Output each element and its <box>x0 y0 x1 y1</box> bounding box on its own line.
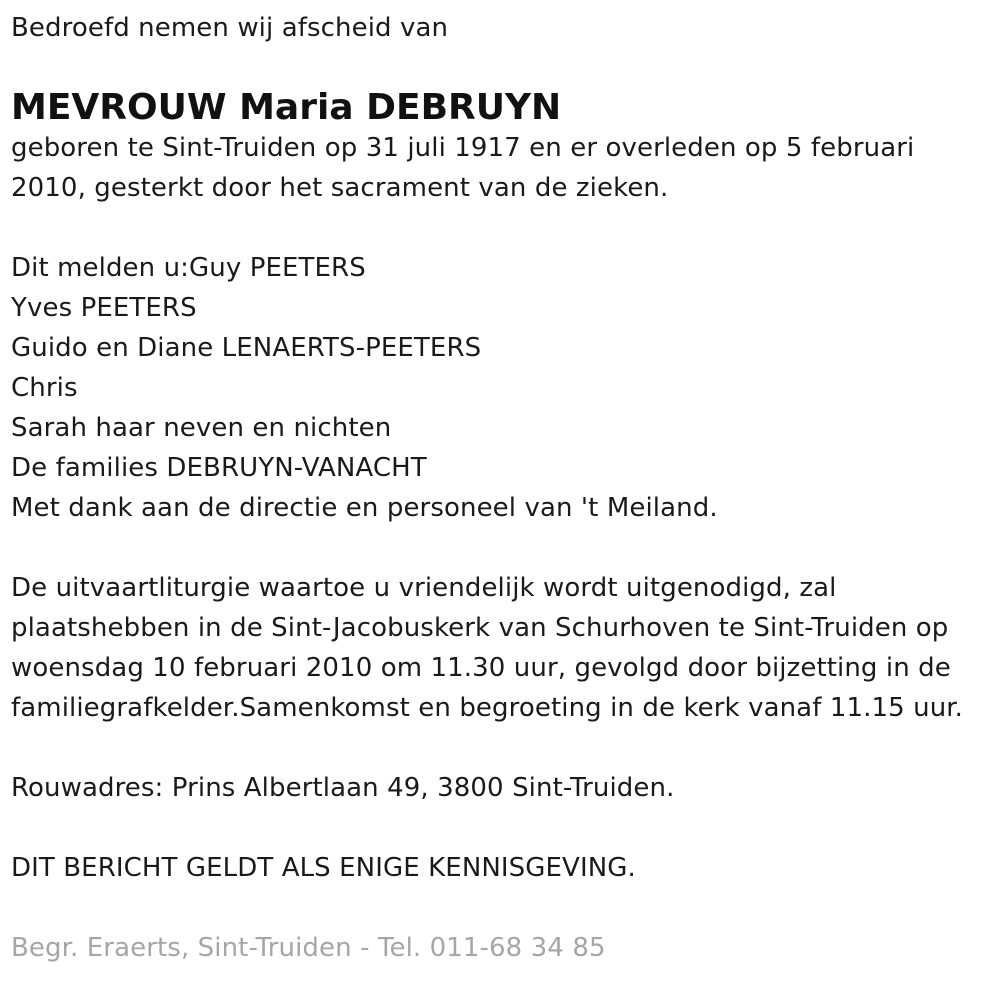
birth-line-1: geboren te Sint-Truiden op 31 juli 1917 en er overleden op 5 februari <box>11 133 915 163</box>
birth-line-2: 2010, gesterkt door het sacrament van de zieken. <box>11 173 669 203</box>
family-line: Yves PEETERS <box>11 293 197 323</box>
family-line: De families DEBRUYN-VANACHT <box>11 453 427 483</box>
obituary-notice <box>11 8 991 968</box>
spacer <box>11 48 991 80</box>
funeral-line: De uitvaartliturgie waartoe u vriendelijk wordt uitgenodigd, zal <box>11 573 837 603</box>
funeral-line: woensdag 10 februari 2010 om 11.30 uur, gevolgd door bijzetting in de <box>11 653 951 683</box>
spacer <box>11 208 991 248</box>
spacer <box>11 888 991 928</box>
family-line: Dit melden u:Guy PEETERS <box>11 253 366 283</box>
address-line: Rouwadres: Prins Albertlaan 49, 3800 Sint-Truiden. <box>11 773 675 803</box>
family-line: Sarah haar neven en nichten <box>11 413 392 443</box>
undertaker-footer: Begr. Eraerts, Sint-Truiden - Tel. 011-68 34 85 <box>11 933 606 963</box>
spacer <box>11 808 991 848</box>
deceased-name: MEVROUW Maria DEBRUYN <box>11 87 562 128</box>
family-line: Met dank aan de directie en personeel van 't Meiland. <box>11 493 718 523</box>
notice-line: DIT BERICHT GELDT ALS ENIGE KENNISGEVING. <box>11 853 636 883</box>
family-line: Chris <box>11 373 78 403</box>
funeral-line: plaatshebben in de Sint-Jacobuskerk van Schurhoven te Sint-Truiden op <box>11 613 949 643</box>
intro-text: Bedroefd nemen wij afscheid van <box>11 13 449 43</box>
funeral-line: familiegrafkelder.Samenkomst en begroeting in de kerk vanaf 11.15 uur. <box>11 693 964 723</box>
spacer <box>11 728 991 768</box>
spacer <box>11 528 991 568</box>
family-line: Guido en Diane LENAERTS-PEETERS <box>11 333 482 363</box>
